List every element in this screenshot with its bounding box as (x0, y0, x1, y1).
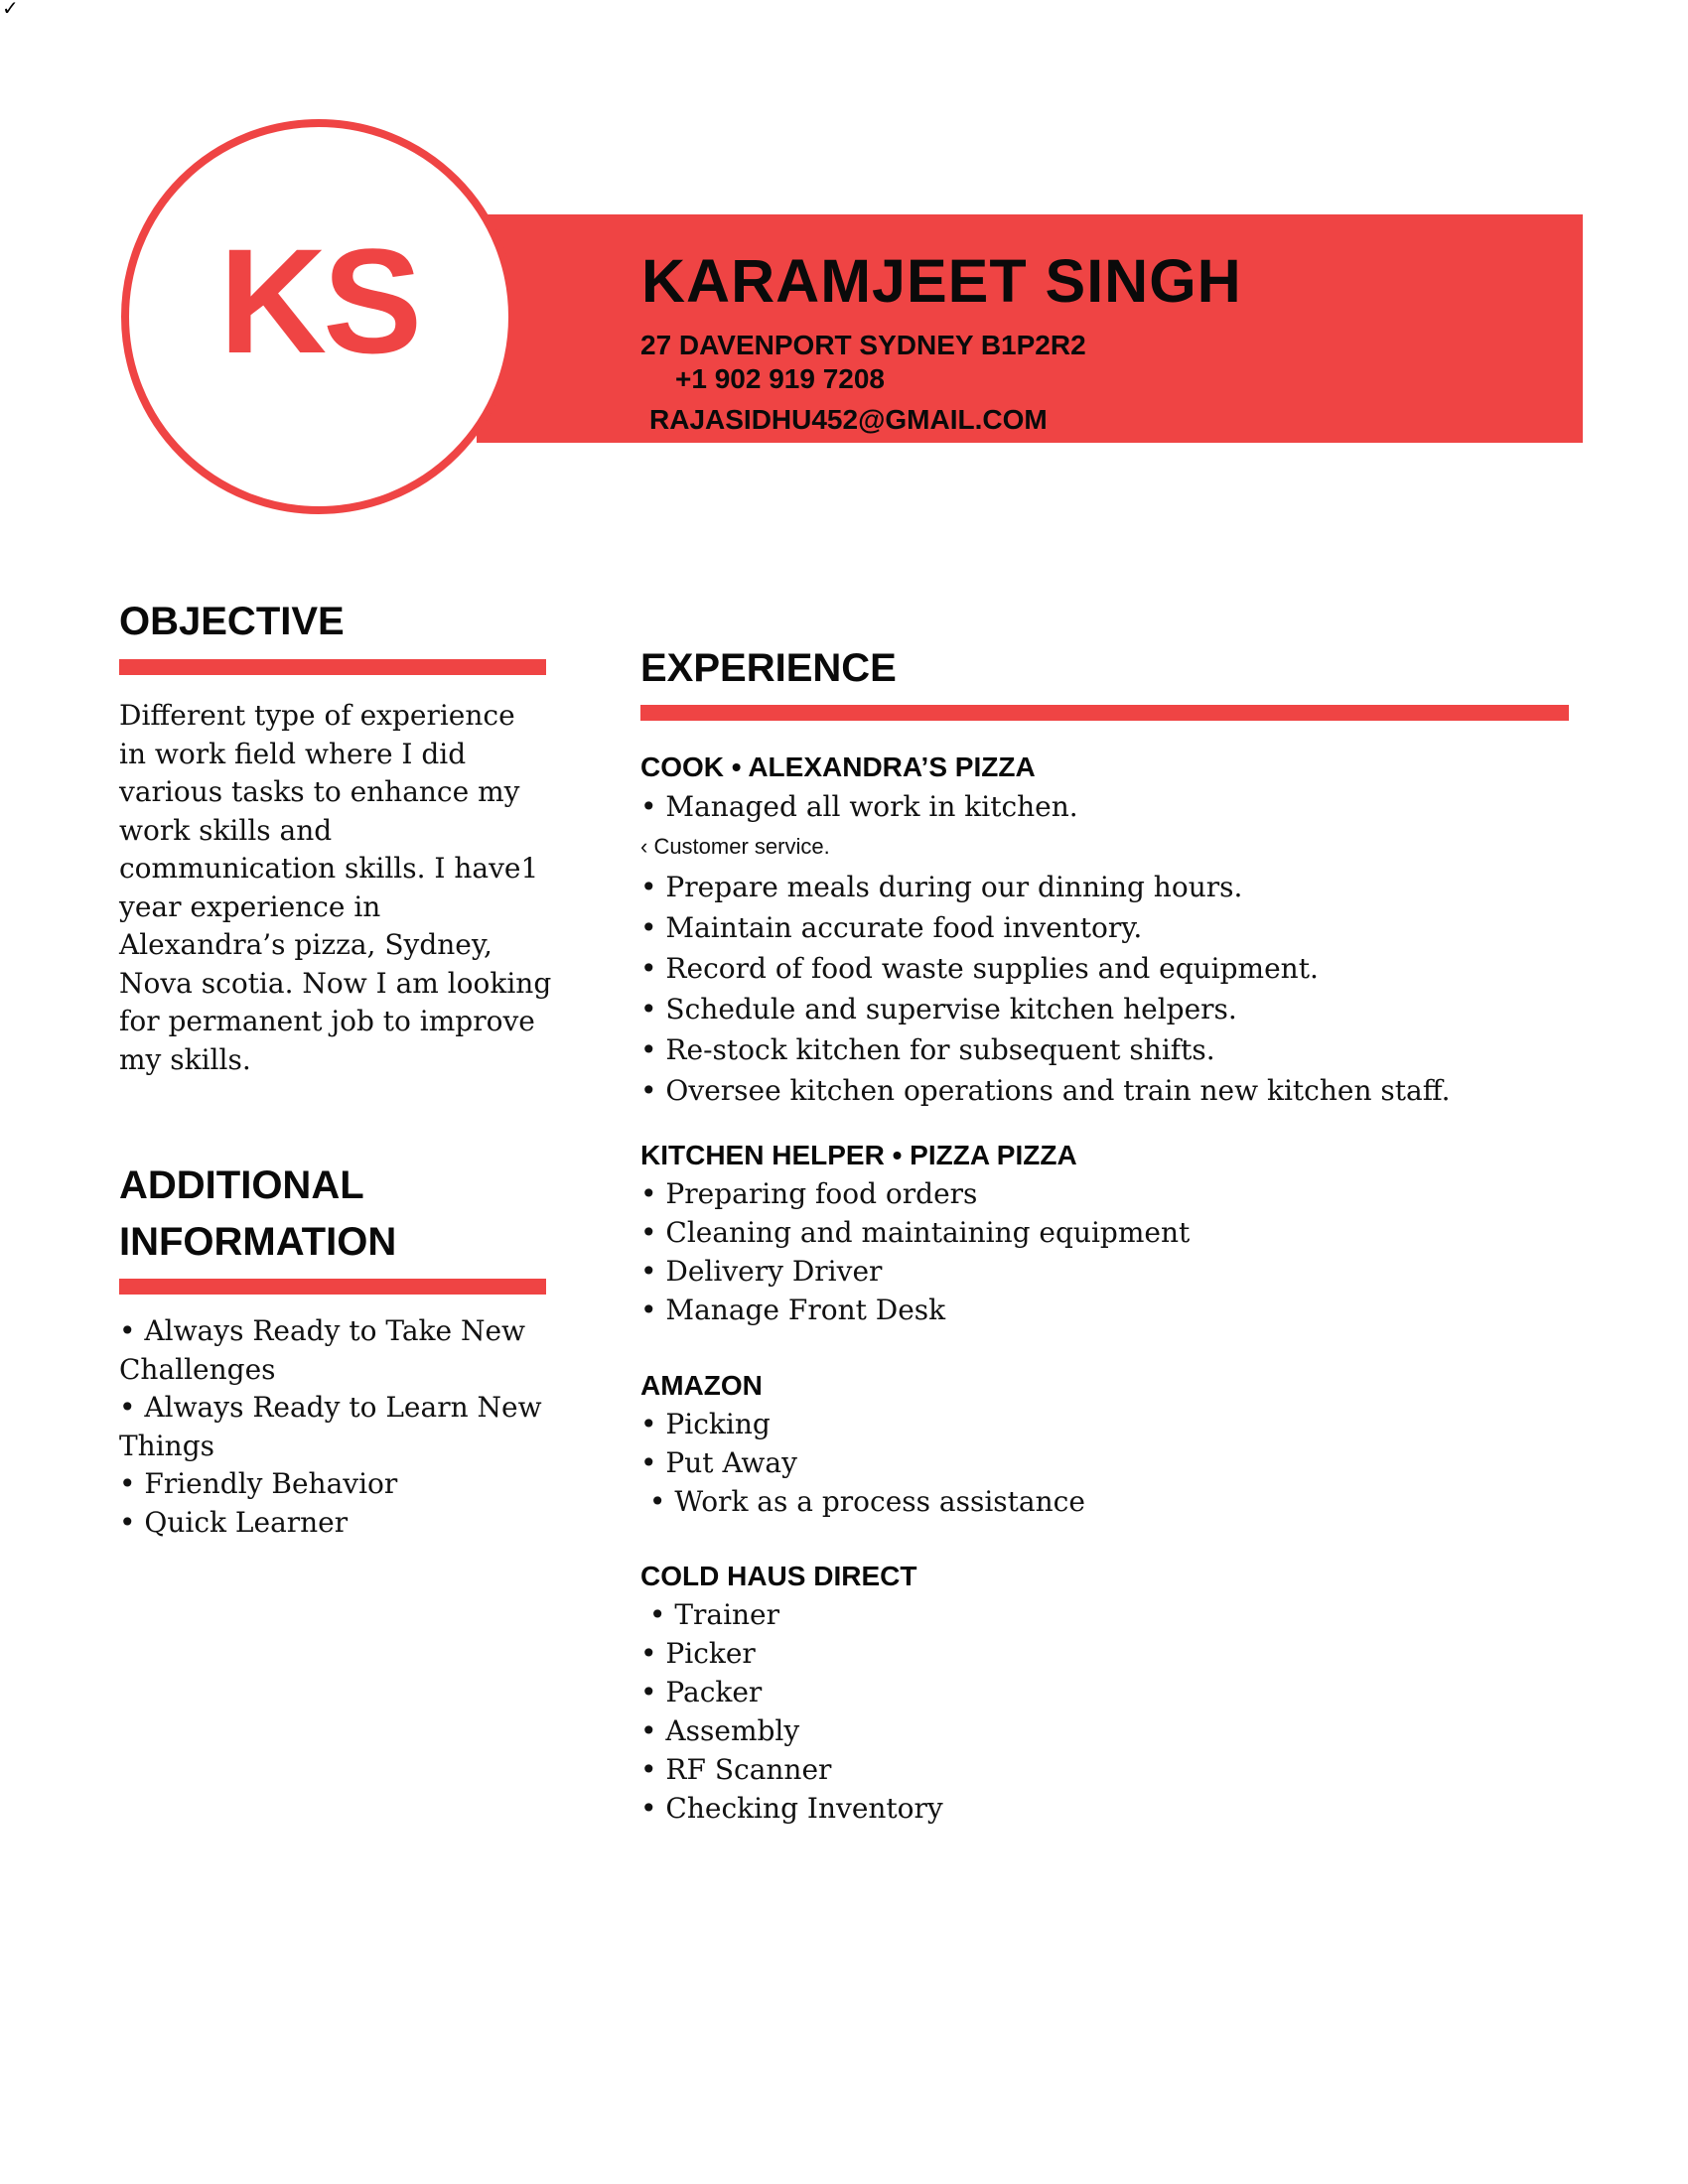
list-item: • Re-stock kitchen for subsequent shifts. (640, 1033, 1215, 1066)
objective-line: Alexandra’s pizza, Sydney, (119, 928, 492, 961)
additional-rule (119, 1279, 546, 1295)
list-item: • Manage Front Desk (640, 1294, 946, 1326)
job-title-kitchen-helper: KITCHEN HELPER • PIZZA PIZZA (640, 1140, 1077, 1170)
monogram: KS (218, 217, 419, 384)
monogram-circle (121, 119, 516, 514)
list-item: • Quick Learner (119, 1505, 349, 1539)
experience-heading: EXPERIENCE (640, 646, 897, 690)
list-item: • Always Ready to Take New (119, 1314, 526, 1347)
objective-line: my skills. (119, 1042, 251, 1076)
list-item: • Put Away (640, 1446, 797, 1479)
list-item: Things (119, 1429, 214, 1462)
objective-line: various tasks to enhance my (119, 775, 520, 808)
objective-line: work skills and (119, 813, 333, 847)
additional-heading-line2: INFORMATION (119, 1220, 397, 1264)
job-title-cook: COOK • ALEXANDRA’S PIZZA (640, 751, 1036, 782)
list-item: • Preparing food orders (640, 1177, 978, 1210)
list-item: • Trainer (640, 1598, 780, 1631)
objective-line: year experience in (119, 889, 381, 923)
objective-line: Different type of experience (119, 699, 515, 732)
objective-text (119, 697, 556, 1079)
list-item: • Work as a process assistance (640, 1485, 1085, 1518)
experience-rule (640, 705, 1569, 721)
contact-email: RAJASIDHU452@GMAIL.COM (649, 404, 1048, 435)
list-item: • Oversee kitchen operations and train new kitchen staff. (640, 1074, 1451, 1107)
job-list-cold-haus (640, 1595, 943, 1828)
list-item: • Record of food waste supplies and equipment. (640, 952, 1319, 985)
list-item: • Always Ready to Learn New (119, 1391, 542, 1424)
list-item: ‹ Customer service. (640, 834, 830, 859)
list-item: • Schedule and supervise kitchen helpers. (640, 993, 1237, 1025)
list-item: • Cleaning and maintaining equipment (640, 1216, 1191, 1249)
objective-rule (119, 659, 546, 675)
candidate-name: KARAMJEET SINGH (641, 247, 1242, 315)
job-list-amazon (640, 1405, 1085, 1521)
job-title-cold-haus: COLD HAUS DIRECT (640, 1561, 917, 1591)
objective-line: communication skills. I have1 (119, 852, 539, 885)
list-item: • Checking Inventory (640, 1792, 943, 1825)
list-item: • Managed all work in kitchen. (640, 790, 1078, 823)
list-item: • Delivery Driver (640, 1255, 883, 1288)
job-list-kitchen-helper (640, 1174, 1190, 1329)
objective-line: in work field where I did (119, 737, 467, 770)
objective-heading: OBJECTIVE (119, 600, 345, 643)
list-item: • Assembly (640, 1714, 800, 1747)
list-item: • Picker (640, 1637, 756, 1670)
list-item: Challenges (119, 1352, 276, 1386)
list-item: • Prepare meals during our dinning hours. (640, 871, 1243, 903)
contact-phone: +1 902 919 7208 (675, 363, 885, 394)
list-item: • Packer (640, 1676, 763, 1708)
list-item: • Picking (640, 1408, 771, 1440)
job-list-cook (640, 787, 1451, 1111)
list-item: • Friendly Behavior (119, 1467, 398, 1500)
check-mark-icon: ✓ (2, 0, 19, 20)
list-item: • Maintain accurate food inventory. (640, 911, 1143, 944)
objective-line: for permanent job to improve (119, 1005, 535, 1037)
additional-heading-line1: ADDITIONAL (119, 1163, 364, 1207)
list-item: • RF Scanner (640, 1753, 832, 1786)
job-title-amazon: AMAZON (640, 1370, 763, 1401)
additional-list (119, 1312, 542, 1542)
contact-address: 27 DAVENPORT SYDNEY B1P2R2 (640, 330, 1086, 360)
objective-line: Nova scotia. Now I am looking (119, 966, 552, 1000)
